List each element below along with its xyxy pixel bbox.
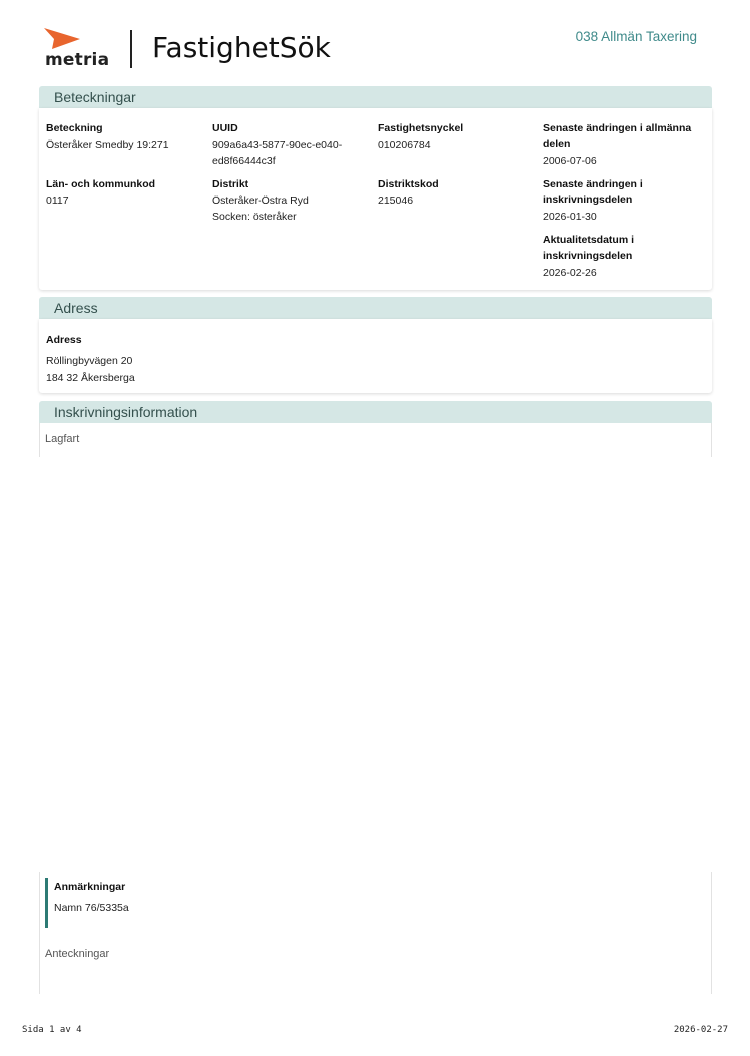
field-senaste-allmanna xyxy=(543,120,708,169)
field-value: 2026-02-26 xyxy=(543,267,597,279)
print-date: 2026-02-27 xyxy=(673,1025,728,1035)
field-value: Österåker Smedby 19:271 xyxy=(46,139,169,151)
field-aktualitetsdatum xyxy=(543,232,708,281)
field-distriktskod xyxy=(378,176,538,209)
address-line-2: 184 32 Åkersberga xyxy=(46,372,135,384)
field-label: Beteckning xyxy=(46,122,103,134)
field-value: 2006-07-06 xyxy=(543,155,597,167)
field-lan-kommunkod xyxy=(46,176,206,209)
section-body-adress xyxy=(39,319,712,393)
page-number: Sida 1 av 4 xyxy=(22,1025,82,1035)
anmarkningar-value: Namn 76/5335a xyxy=(54,902,129,914)
note-accent-bar xyxy=(45,878,48,928)
metria-logo xyxy=(44,28,110,70)
field-label: Distrikt xyxy=(212,178,249,190)
field-value: 0117 xyxy=(46,195,69,207)
field-label: Senaste ändringen i allmänna delen xyxy=(543,122,692,150)
field-value: 010206784 xyxy=(378,139,431,151)
section-header-adress: Adress xyxy=(39,297,712,319)
field-distrikt xyxy=(212,176,372,225)
field-fastighetsnyckel xyxy=(378,120,538,153)
section-body-beteckningar xyxy=(39,108,712,290)
app-title: FastighetSök xyxy=(152,31,331,64)
address-line-1: Röllingbyvägen 20 xyxy=(46,355,133,367)
anmarkningar-box xyxy=(45,878,245,928)
tax-label: 038 Allmän Taxering xyxy=(575,29,697,44)
header-divider xyxy=(130,30,132,68)
field-value: 215046 xyxy=(378,195,414,207)
field-beteckning xyxy=(46,120,206,153)
field-label: UUID xyxy=(212,122,238,134)
field-label: Adress xyxy=(46,334,82,346)
field-value: 2026-01-30 xyxy=(543,211,597,223)
section-header-inskrivning: Inskrivningsinformation xyxy=(39,401,712,423)
field-uuid xyxy=(212,120,372,169)
field-label: Aktualitetsdatum i inskrivningsdelen xyxy=(543,234,635,262)
section-border-right xyxy=(711,423,712,457)
field-value: Österåker-Östra Ryd Socken: österåker xyxy=(212,195,309,223)
field-senaste-inskrivning xyxy=(543,176,708,225)
field-label: Län- och kommunkod xyxy=(46,178,156,190)
section-border-left xyxy=(39,423,40,457)
field-label: Fastighetsnyckel xyxy=(378,122,464,134)
section-border-right xyxy=(711,872,712,994)
section-header-beteckningar: Beteckningar xyxy=(39,86,712,108)
field-value: 909a6a43-5877-90ec-e040- ed8f66444c3f xyxy=(212,139,343,167)
anteckningar-label: Anteckningar xyxy=(45,948,110,960)
logo-text: metria xyxy=(45,50,110,70)
lagfart-label: Lagfart xyxy=(45,433,80,445)
field-label: Senaste ändringen i inskrivningsdelen xyxy=(543,178,643,206)
field-adress xyxy=(46,332,346,386)
section-border-left xyxy=(39,872,40,994)
anmarkningar-title: Anmärkningar xyxy=(54,881,126,893)
field-label: Distriktskod xyxy=(378,178,439,190)
